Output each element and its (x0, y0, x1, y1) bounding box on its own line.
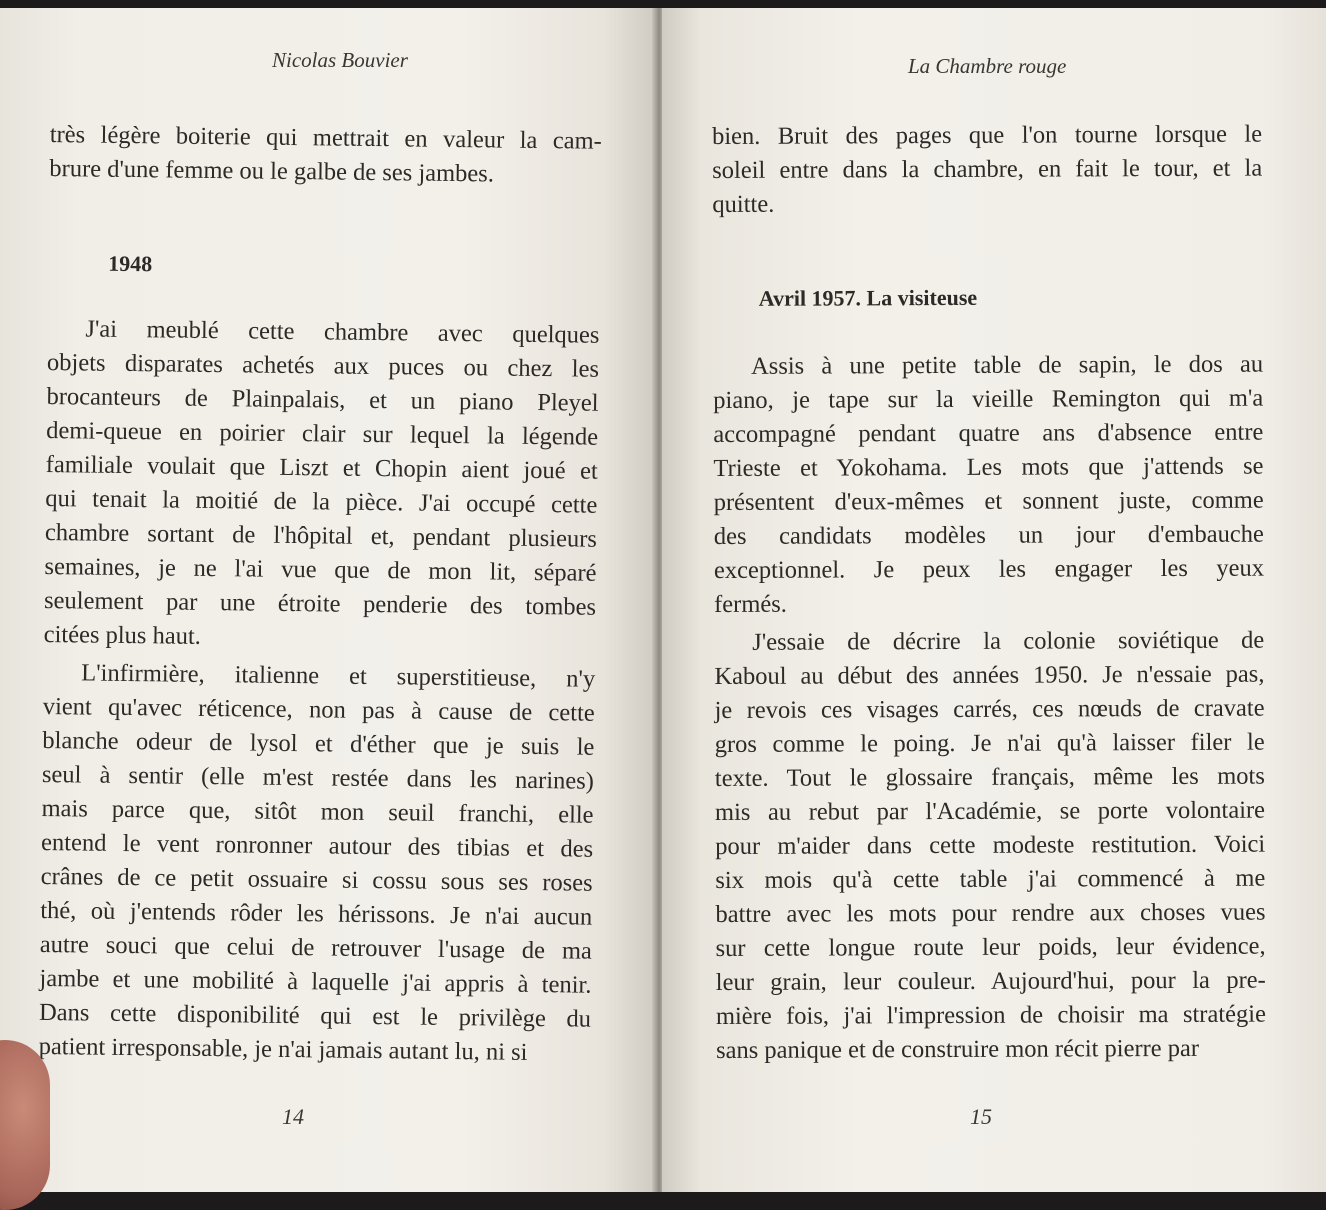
text-line: très légère boiterie qui mettrait en valeur la cam- (49, 120, 602, 155)
text-line: semaines, je ne l'ai vue que de mon lit, séparé (44, 552, 597, 587)
text-line: blanche odeur de lysol et d'éther que je suis le (42, 726, 595, 761)
text-line: seul à sentir (elle m'est restée dans les narines) (41, 760, 595, 795)
paragraph (714, 624, 1266, 1068)
text-line: Trieste et Yokohama. Les mots que j'attends se (713, 452, 1264, 482)
text-line: pour m'aider dans cette modeste restitution. Voici (715, 830, 1266, 860)
text-line: citées plus haut. (43, 620, 202, 650)
text-line: Kaboul au début des années 1950. Je n'essaie pas, (714, 660, 1265, 690)
text-line: J'ai meublé cette chambre avec quelques (85, 315, 600, 349)
text-line: familiale voulait que Liszt et Chopin aient joué et (45, 450, 598, 485)
text-line: des candidats modèles un jour d'embauche (713, 520, 1264, 550)
text-line: brure d'une femme ou le galbe de ses jambes. (49, 154, 495, 188)
left-page-text (38, 118, 602, 1071)
text-line: six mois qu'à cette table j'ai commencé à me (715, 864, 1266, 894)
right-page (662, 8, 1326, 1192)
text-line: soleil entre dans la chambre, en fait le tour, et la (712, 154, 1263, 184)
text-line: mais parce que, sitôt mon seuil franchi, elle (41, 794, 594, 829)
text-line: mière fois, j'ai l'impression de choisir ma stratégie (715, 1000, 1266, 1030)
text-line: seulement par une étroite penderie des tombes (43, 586, 597, 621)
text-line: exceptionnel. Je peux les engager les yeux (713, 554, 1265, 584)
text-line: Assis à une petite table de sapin, le dos au (751, 350, 1264, 380)
section-heading-avril-1957: Avril 1957. La visiteuse (758, 284, 978, 311)
text-line: leur grain, leur couleur. Aujourd'hui, pour la pre- (715, 966, 1266, 996)
right-running-head: La Chambre rouge (908, 54, 1067, 78)
page-number-left: 14 (282, 1104, 304, 1129)
text-line: sans panique et de construire mon récit pierre par (716, 1034, 1200, 1064)
text-line: piano, je tape sur la vieille Remington qui m'a (713, 384, 1264, 414)
paragraph (38, 656, 595, 1071)
text-line: accompagné pendant quatre ans d'absence entre (713, 418, 1264, 448)
thumb (0, 1040, 50, 1210)
text-line: bien. Bruit des pages que l'on tourne lorsque le (712, 120, 1263, 150)
text-line: brocanteurs de Plainpalais, et un piano Pleyel (46, 382, 599, 417)
text-line: demi-queue en poirier clair sur lequel la légende (46, 416, 599, 451)
text-line: L'infirmière, italienne et superstitieuse, n'y (81, 659, 596, 693)
text-line: J'essaie de décrire la colonie soviétique de (752, 626, 1265, 656)
paragraph (713, 348, 1264, 622)
text-line: vient qu'avec réticence, non pas à cause de cette (42, 692, 595, 727)
section-heading-1948: 1948 (108, 250, 153, 277)
paragraph (43, 312, 599, 659)
text-line: Dans cette disponibilité qui est le privilège du (38, 998, 592, 1033)
text-line: thé, où j'entends rôder les hérissons. Je n'ai aucun (40, 896, 593, 931)
text-line: jambe et une mobilité à laquelle j'ai appris à tenir. (39, 964, 592, 999)
page-number-right: 15 (970, 1104, 992, 1129)
text-line: crânes de ce petit ossuaire si cossu sous ses roses (40, 862, 593, 897)
text-line: quitte. (712, 190, 775, 218)
text-line: je revois ces visages carrés, ces nœuds de cravate (714, 694, 1265, 724)
text-line: patient irresponsable, je n'ai jamais autant lu, ni si (38, 1032, 528, 1066)
text-line: mis au rebut par l'Académie, se porte volontaire (714, 796, 1266, 826)
text-line: fermés. (714, 590, 787, 618)
text-line: entend le vent ronronner autour des tibias et des (40, 828, 594, 863)
text-line: qui tenait la moitié de la pièce. J'ai occupé cette (45, 484, 598, 519)
left-page (0, 8, 656, 1192)
text-line: objets disparates achetés aux puces ou chez les (46, 348, 600, 383)
text-line: texte. Tout le glossaire français, même les mots (714, 762, 1265, 792)
text-line: chambre sortant de l'hôpital et, pendant plusieurs (44, 518, 598, 553)
text-line: battre avec les mots pour rendre aux choses vues (715, 898, 1266, 928)
text-line: autre souci que celui de retrouver l'usage de ma (39, 930, 593, 965)
text-line: présentent d'eux-mêmes et sonnent juste, comme (713, 486, 1264, 516)
text-line: gros comme le poing. Je n'ai qu'à laisser filer le (714, 728, 1265, 758)
left-running-head: Nicolas Bouvier (272, 48, 408, 72)
right-page-text (712, 118, 1266, 1068)
text-line: sur cette longue route leur poids, leur évidence, (715, 932, 1266, 962)
